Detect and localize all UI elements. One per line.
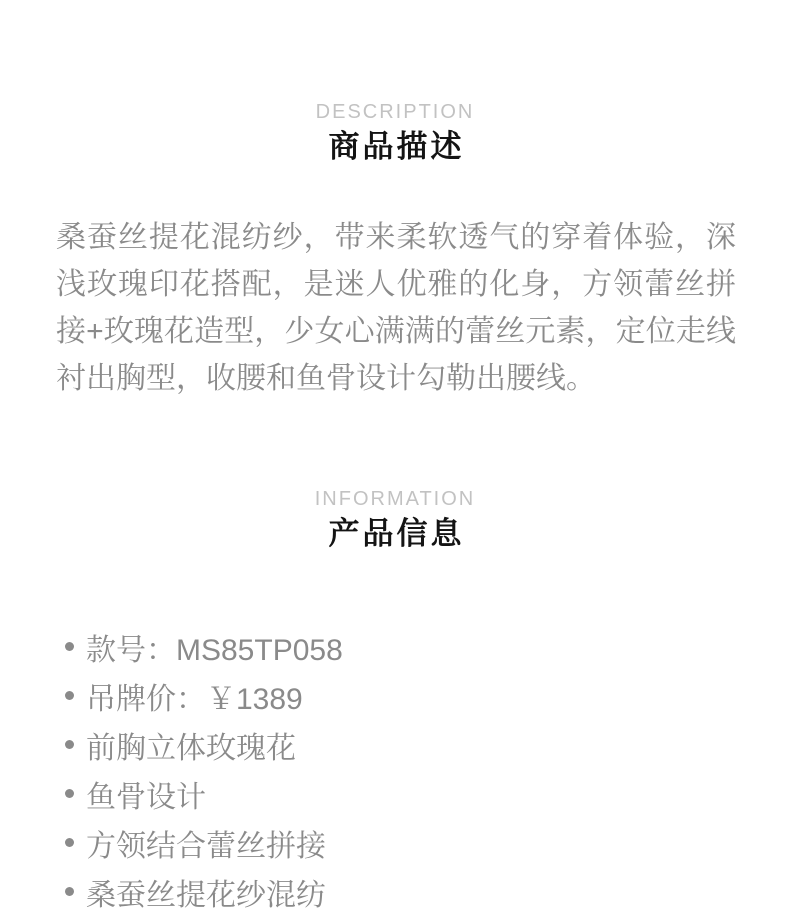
- info-item-text: 方领结合蕾丝拼接: [86, 829, 326, 863]
- description-section-label: DESCRIPTION: [315, 101, 475, 123]
- bullet-dot-icon: [65, 789, 74, 798]
- info-item-text: 款号：MS85TP058: [86, 633, 343, 667]
- list-item: [65, 867, 790, 911]
- description-section-header: [0, 0, 790, 165]
- description-section-title: 商品描述: [328, 129, 465, 164]
- list-item: [65, 818, 790, 867]
- information-section-label: INFORMATION: [314, 488, 476, 510]
- bullet-dot-icon: [65, 838, 74, 847]
- product-info-list: [0, 622, 790, 911]
- list-item: [65, 671, 790, 720]
- info-item-text: 桑蚕丝提花纱混纺: [86, 878, 326, 911]
- info-item-text: 吊牌价：￥1389: [86, 682, 303, 716]
- product-description-paragraph: 桑蚕丝提花混纺纱，带来柔软透气的穿着体验，深浅玫瑰印花搭配，是迷人优雅的化身，方领蕾丝拼接+玫瑰花造型，少女心满满的蕾丝元素，定位走线衬出胸型，收腰和鱼骨设计勾勒出腰线。: [56, 221, 736, 395]
- bullet-dot-icon: [65, 740, 74, 749]
- information-section-header: [0, 488, 790, 552]
- information-section-title: 产品信息: [328, 516, 465, 551]
- info-item-text: 前胸立体玫瑰花: [86, 731, 296, 765]
- bullet-dot-icon: [65, 691, 74, 700]
- bullet-dot-icon: [65, 642, 74, 651]
- list-item: [65, 720, 790, 769]
- bullet-dot-icon: [65, 887, 74, 896]
- list-item: [65, 769, 790, 818]
- info-item-text: 鱼骨设计: [86, 780, 206, 814]
- list-item: [65, 622, 790, 671]
